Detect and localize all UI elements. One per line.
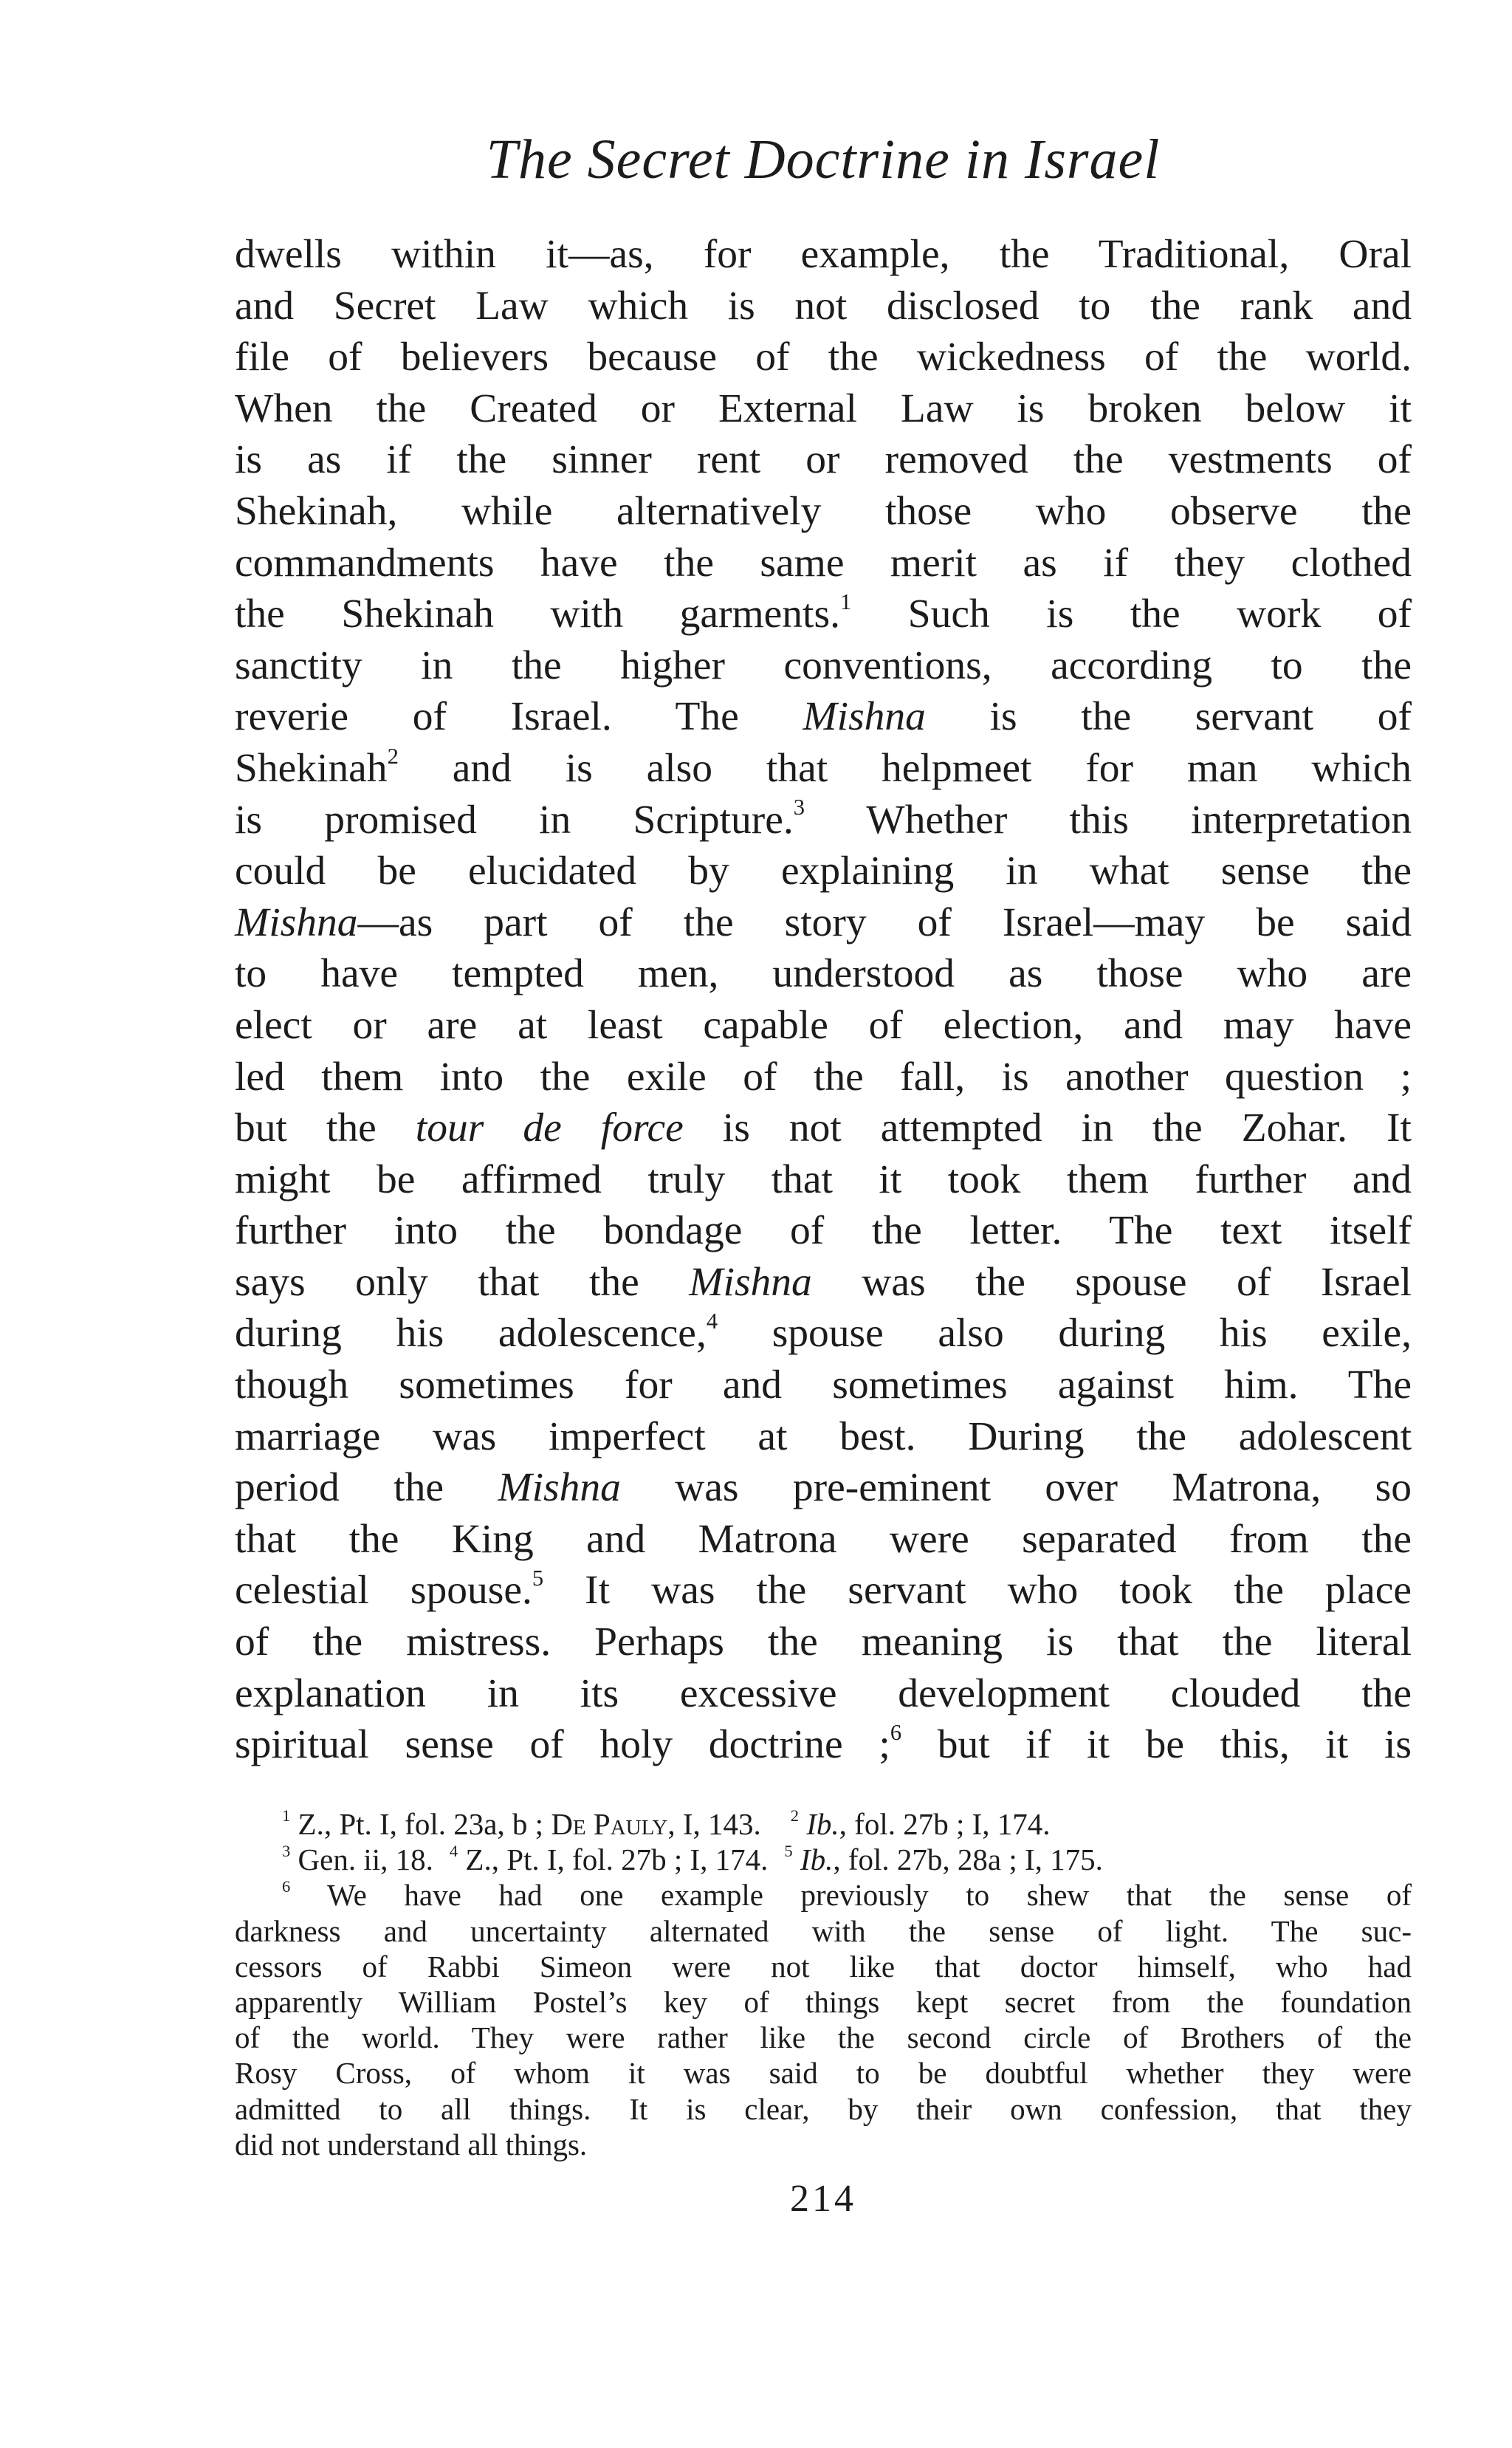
italic-term: Mishna [235,899,358,945]
footnote-ref: 6 [890,1720,902,1746]
body-line: dwells within it—as, for example, the Traditional, Oral [235,232,1412,277]
footnote-mark: 1 [282,1806,291,1825]
body-line: to have tempted men, understood as those who are [235,951,1412,997]
italic-term: Mishna [803,694,926,740]
footnote-ref: 3 [793,795,805,820]
body-line: is as if the sinner rent or removed the vestments of [235,437,1412,483]
footnote-ref: 1 [839,589,852,615]
body-line: period the Mishna was pre-eminent over Matrona, so [235,1465,1412,1511]
footnote-line: apparently William Postel’s key of things kept secret from the foundation [235,1984,1412,2019]
footnote-5: , fol. 27b, 28a ; I, 175. [833,1842,1103,1877]
body-line: further into the bondage of the letter. The text itself [235,1208,1412,1254]
page-number: 214 [790,2178,856,2220]
footnote-mark: 5 [784,1842,793,1861]
body-line: reverie of Israel. The Mishna is the servant of [235,694,1412,740]
body-line: spiritual sense of holy doctrine ;$^6$ but if it be this, it is [235,1720,1412,1768]
body-line: is promised in Scripture.$^3$ Whether this interpretation [235,795,1412,843]
footnote-2-ibid: Ib. [806,1807,839,1841]
italic-term: Mishna [689,1259,812,1305]
body-line: the Shekinah with garments.$^1$ Such is the work of [235,589,1412,637]
footnote-1: Z., Pt. I, fol. 23a, b ; De Pauly, I, 143. [298,1807,761,1841]
body-text [235,229,1412,1771]
footnotes [235,1806,1412,2162]
body-line: elect or are at least capable of election, and may have [235,1002,1412,1048]
footnote-mark: 3 [282,1842,291,1861]
footnote-line: admitted to all things. It is clear, by their own confession, that they [235,2091,1412,2126]
body-line: that the King and Matrona were separated from the [235,1516,1412,1562]
body-line: but the tour de force is not attempted in the Zohar. It [235,1105,1412,1151]
footnote-line: cessors of Rabbi Simeon were not like that doctor himself, who had [235,1949,1412,1984]
italic-term: tour de force [415,1105,684,1151]
body-line: and Secret Law which is not disclosed to the rank and [235,283,1412,329]
body-line: celestial spouse.$^5$ It was the servant who took the place [235,1566,1412,1614]
body-line: led them into the exile of the fall, is another question ; [235,1054,1412,1100]
running-head: The Secret Doctrine in Israel [486,128,1161,191]
footnote-ref: 2 [387,743,399,769]
body-line: says only that the Mishna was the spouse of Israel [235,1259,1412,1305]
body-line: might be affirmed truly that it took them further and [235,1156,1412,1202]
body-line: Shekinah$^2$ and is also that helpmeet for man which [235,743,1412,791]
italic-term: Mishna [498,1465,621,1511]
body-line: Mishna—as part of the story of Israel—may be said [235,899,1412,945]
body-line: Shekinah, while alternatively those who observe the [235,488,1412,534]
footnote-line: darkness and uncertainty alternated with the sense of light. The suc- [235,1913,1412,1948]
author-name: De Pauly [551,1807,668,1841]
footnote-2: , fol. 27b ; I, 174. [839,1807,1051,1841]
footnote-ref: 5 [532,1566,544,1591]
body-line: marriage was imperfect at best. During the adolescent [235,1413,1412,1459]
footnote-mark: 6 [282,1877,291,1896]
body-line: When the Created or External Law is broken below it [235,385,1412,431]
footnote-mark: 2 [790,1806,800,1825]
body-line: of the mistress. Perhaps the meaning is that the literal [235,1619,1412,1665]
footnote-mark: 4 [449,1842,458,1861]
body-line: though sometimes for and sometimes against him. The [235,1362,1412,1408]
footnote-line [235,1806,1412,1842]
footnote-4: Z., Pt. I, fol. 27b ; I, 174. [465,1842,769,1877]
body-line: explanation in its excessive development clouded the [235,1670,1412,1716]
footnote-line: of the world. They were rather like the second circle of Brothers of the [235,2020,1412,2055]
footnote-5-ibid: Ib. [800,1842,834,1877]
body-line: during his adolescence,$^4$ spouse also during his exile, [235,1309,1412,1357]
body-line: sanctity in the higher conventions, according to the [235,642,1412,688]
footnote-line: did not understand all things. [235,2127,588,2161]
footnote-ref: 4 [706,1309,718,1334]
body-line: could be elucidated by explaining in what sense the [235,848,1412,894]
body-line: commandments have the same merit as if they clothed [235,540,1412,586]
body-line: file of believers because of the wickedness of the world. [235,335,1412,380]
footnote-line [235,1842,1412,1877]
footnote-line: Rosy Cross, of whom it was said to be doubtful whether they were [235,2056,1412,2091]
footnote-3: Gen. ii, 18. [298,1842,433,1877]
footnote-line: $^6$ We have had one example previously to shew that the sense of [282,1877,1412,1913]
